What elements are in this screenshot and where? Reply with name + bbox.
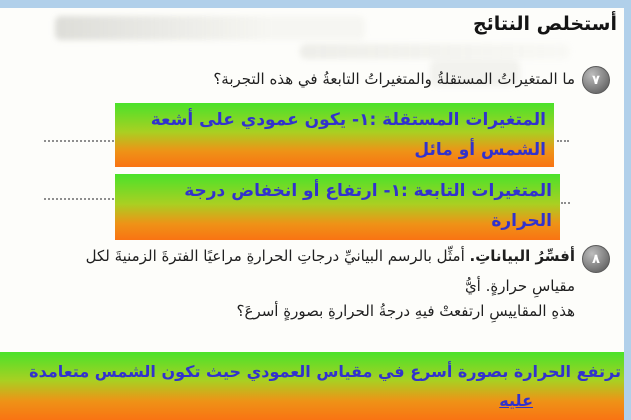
question-8-number: ٨ [592,251,600,267]
answer-dotted-line [561,202,570,204]
question-8-number-badge [582,245,610,273]
answer-text-line: عليه [499,391,533,410]
question-7-number-badge [582,66,610,94]
question-7-number: ٧ [592,72,600,88]
bleed-through-ghost [300,44,570,59]
question-8-text-line1 [47,241,575,301]
answer-box-independent-variables[interactable] [115,103,554,167]
answer-dotted-line [44,198,114,200]
question-7-text: ما المتغيراتُ المستقلةُ والمتغيراتُ التابعةُ في هذه التجربة؟ [213,70,575,88]
answer-box-dependent-variables[interactable] [115,174,560,240]
answer-text-line: الشمس أو مائل [414,140,546,160]
answer-dotted-line [557,140,569,142]
answer-text-line: الحرارة [491,211,552,231]
answer-text-line: ترتفع الحرارة بصورة أسرع في مقياس العمودي حيث تكون الشمس متعامدة [29,362,621,381]
answer-text-line: المتغيرات المستقلة :١- يكون عمودي على أشعة [150,110,546,130]
question-8-lead: أفسِّرُ البياناتِ. [469,247,575,265]
answer-text-line: المتغيرات التابعة :١- ارتفاع أو انخفاض درجة [184,181,552,201]
page-edge-top [0,0,631,8]
page-edge-right [624,0,631,420]
section-title: أستخلص النتائج [472,13,617,35]
bleed-through-ghost [55,16,365,40]
question-8-body: أمثِّل بالرسم البيانيِّ درجاتِ الحرارةِ مراعيًا الفترةَ الزمنيةَ لكل مقياسِ حرارةٍ. أيُّ [85,247,575,295]
answer-dotted-line [44,140,114,142]
question-8-text-line2: هذهِ المقاييسِ ارتفعتْ فيهِ درجةُ الحرارةِ بصورةٍ أسرعَ؟ [236,302,575,320]
answer-bar-final[interactable] [0,352,631,420]
